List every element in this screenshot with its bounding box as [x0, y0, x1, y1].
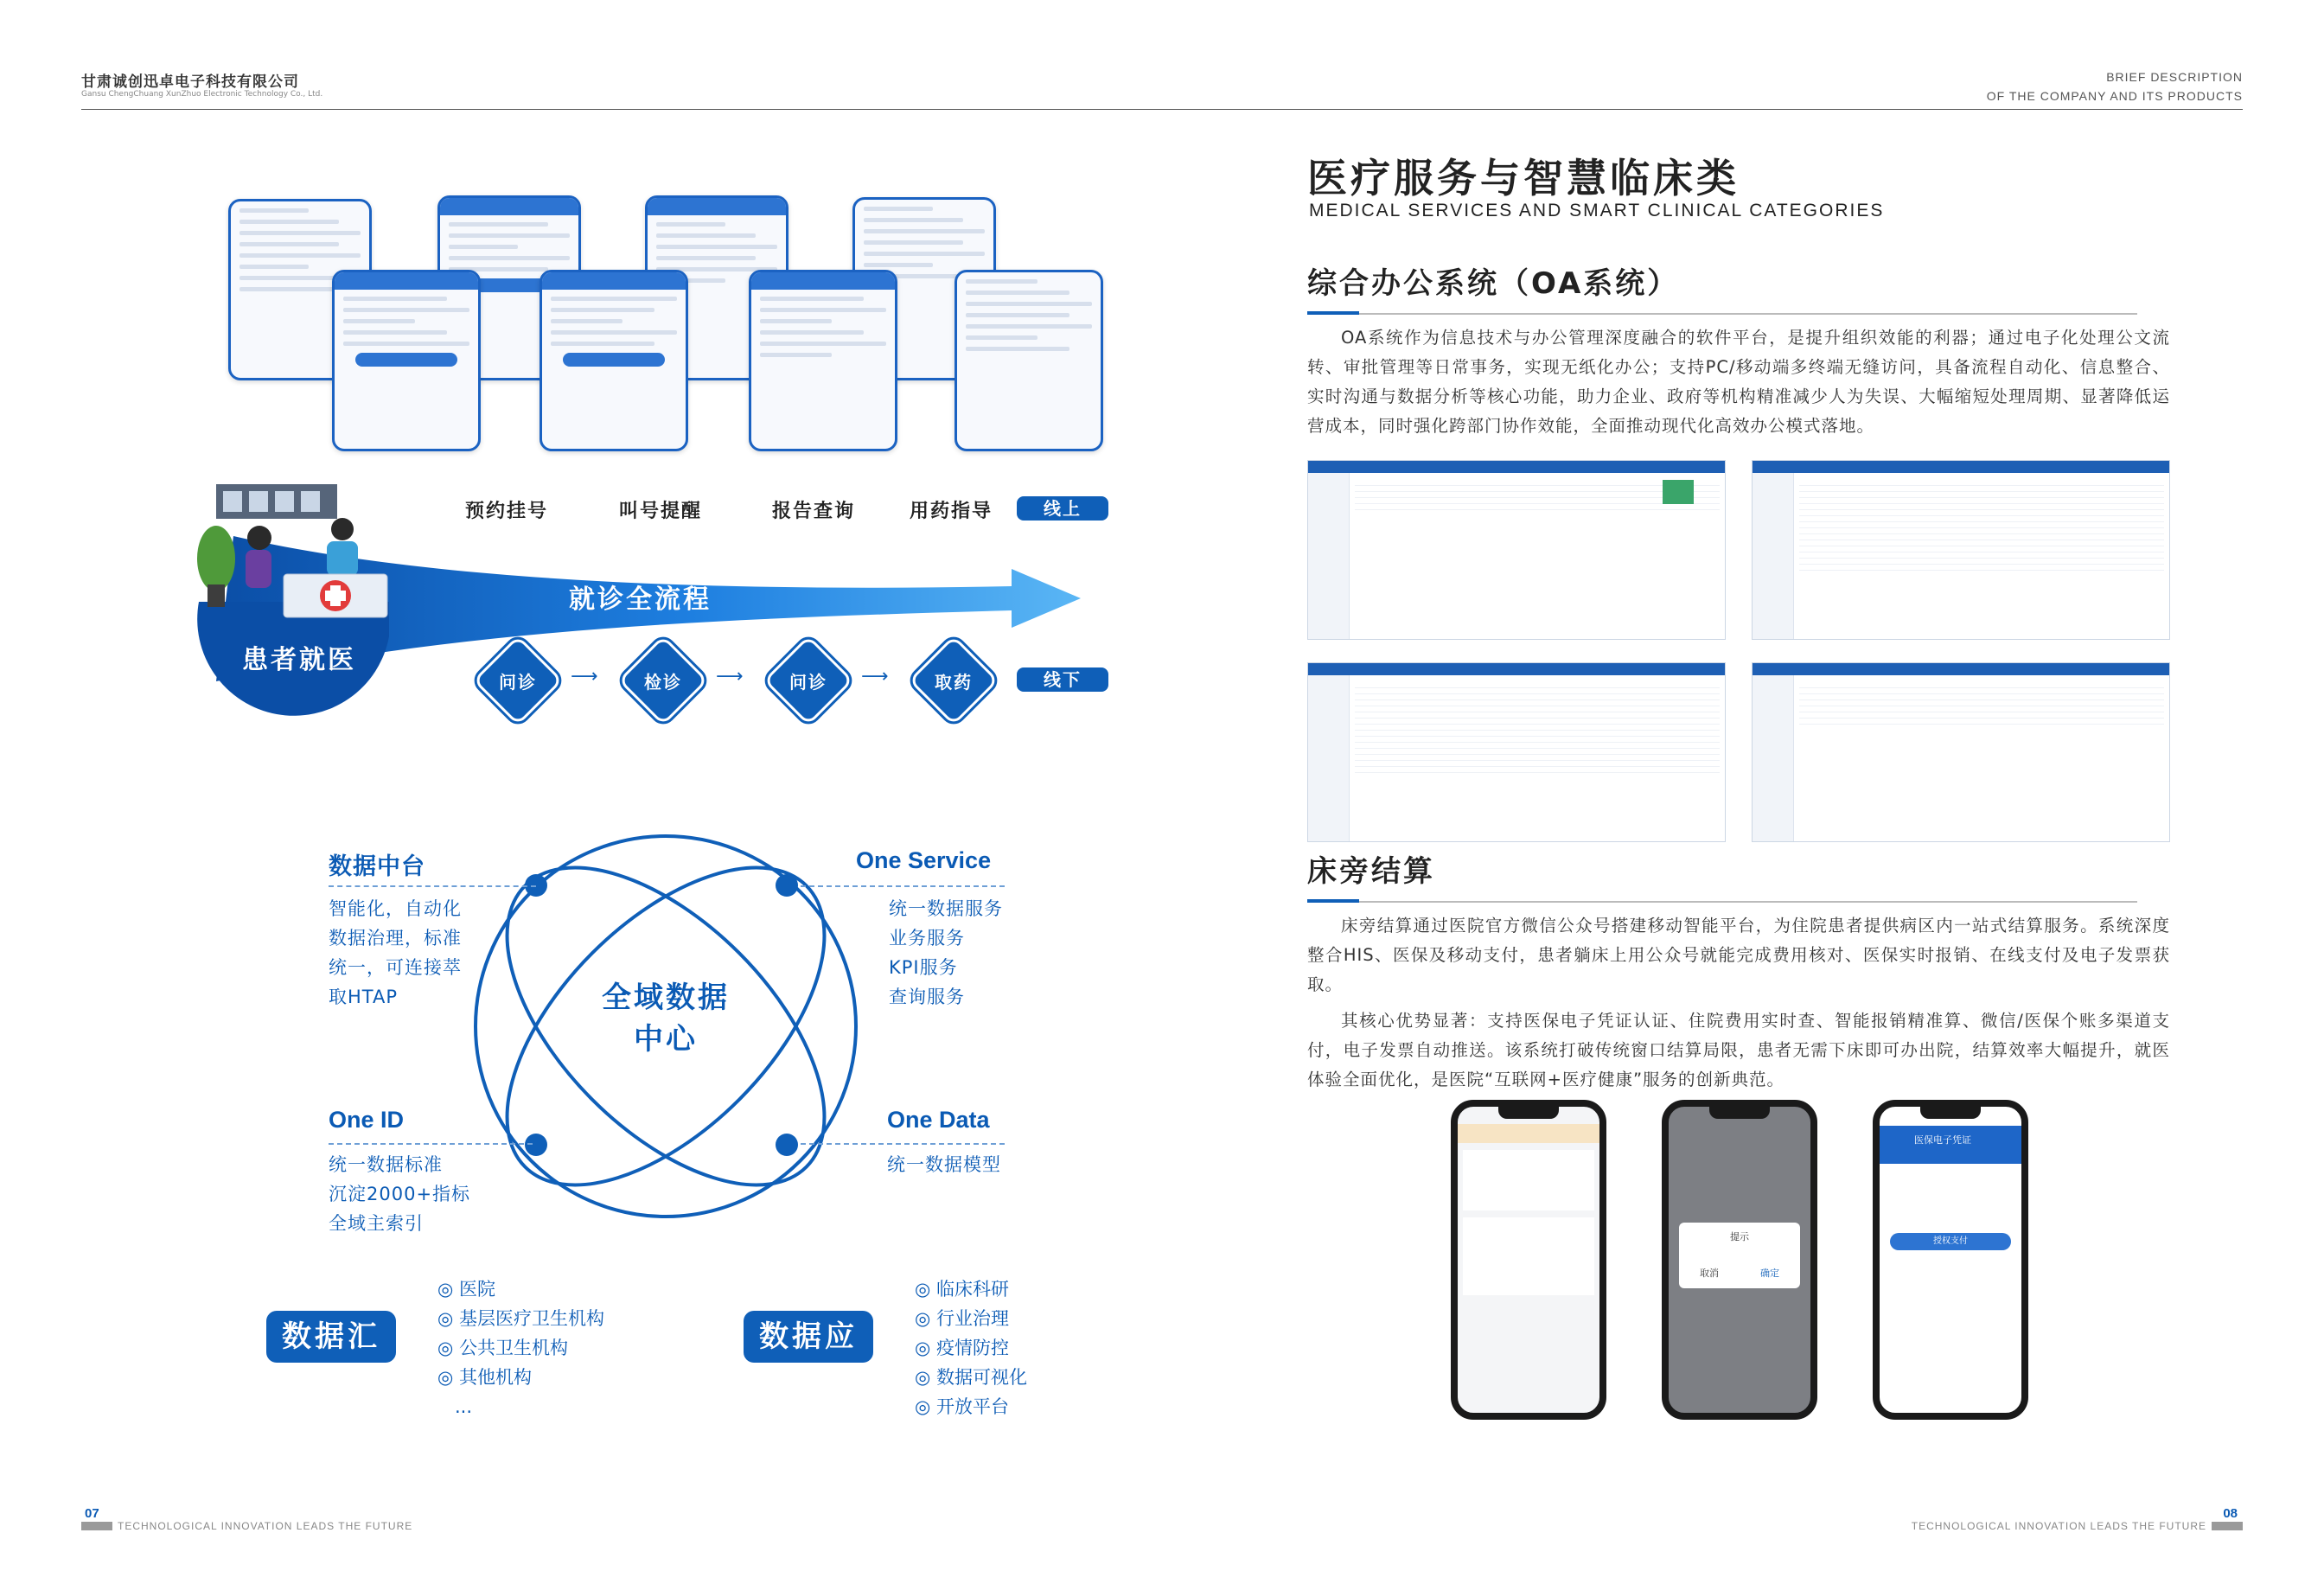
footer-bar	[81, 1522, 112, 1530]
offline-step-3	[761, 633, 856, 728]
list-item: ◎ 其他机构	[437, 1367, 532, 1388]
bedside-description-2: 其核心优势显著：支持医保电子凭证认证、住院费用实时查、智能报销精准算、微信/医保个账多渠道支付，电子发票自动推送。该系统打破传统窗口结算局限，患者无需下床即可办出院，结算效率大幅提升，就医体验全面优化，是医院“互联网+医疗健康”服务的创新典范。	[1307, 1011, 2170, 1089]
footer-slogan-right: TECHNOLOGICAL INNOVATION LEADS THE FUTURE	[1911, 1520, 2206, 1532]
oa-screenshot-3	[1307, 662, 1726, 842]
divider	[1307, 901, 2137, 903]
bullet-icon: ◎	[915, 1396, 936, 1417]
bullet-icon: ◎	[915, 1338, 936, 1358]
one-data-list	[887, 1150, 1001, 1179]
one-id-list	[329, 1150, 470, 1238]
page-number-right: 08	[2223, 1506, 2238, 1521]
dialog-ok-button[interactable]: 确定	[1760, 1268, 1779, 1279]
status-badge	[1663, 480, 1694, 504]
bedside-section-title: 床旁结算	[1307, 854, 1435, 889]
authorize-pay-button[interactable]: 授权支付	[1890, 1233, 2011, 1250]
offline-step-1-label: 问诊	[499, 671, 537, 693]
node-dot	[776, 1134, 798, 1156]
section-underline	[1307, 311, 1359, 315]
list-item: ◎ 行业治理	[915, 1308, 1009, 1329]
page-number-left: 07	[85, 1506, 99, 1521]
data-middle-platform-title: 数据中台	[329, 853, 425, 880]
oa-screenshot-1	[1307, 460, 1726, 640]
header-rule	[81, 109, 2243, 110]
offline-tag: 线下	[1017, 667, 1108, 692]
node-dot	[525, 1134, 547, 1156]
offline-step-3-label: 问诊	[789, 671, 827, 693]
data-center-title	[579, 977, 752, 1060]
list-item: ◎ 基层医疗卫生机构	[437, 1308, 604, 1329]
list-item: 业务服务	[889, 928, 965, 948]
oa-screenshot-2	[1752, 460, 2170, 640]
bullet-icon: ◎	[437, 1367, 459, 1388]
app-mockup-5	[332, 270, 481, 451]
app-mockup-8	[954, 270, 1103, 451]
doctor-figure-icon	[331, 518, 354, 540]
offline-step-2-label: 检诊	[644, 671, 682, 693]
list-item: ◎ 临床科研	[915, 1279, 1009, 1300]
footer-slogan-left: TECHNOLOGICAL INNOVATION LEADS THE FUTURE	[118, 1520, 413, 1532]
node-dot	[776, 874, 798, 897]
one-service-title: One Service	[856, 847, 992, 873]
list-item: ◎ 疫情防控	[915, 1338, 1009, 1358]
data-apply-box: 数据应用	[744, 1311, 873, 1363]
arrow-right-icon: ⟶	[861, 666, 889, 687]
bullet-icon: ◎	[437, 1338, 459, 1358]
company-name: 甘肃诚创迅卓电子科技有限公司	[81, 73, 299, 91]
bullet-icon: ◎	[437, 1279, 459, 1300]
list-item: 智能化，自动化	[329, 898, 462, 919]
online-item-1: 预约挂号	[465, 501, 549, 522]
data-center-title-line-1: 全域数据	[602, 980, 730, 1015]
section-underline	[1307, 899, 1359, 903]
offline-step-4	[906, 633, 1001, 728]
one-data-title: One Data	[887, 1107, 990, 1133]
divider	[1307, 313, 2137, 315]
list-item: ◎ 公共卫生机构	[437, 1338, 568, 1358]
plant-icon	[197, 526, 235, 591]
footer-bar	[2212, 1522, 2243, 1530]
data-collect-box: 数据汇集	[266, 1311, 396, 1363]
list-item: 统一数据模型	[887, 1154, 1001, 1175]
bullet-icon: ◎	[437, 1308, 459, 1329]
list-item: 统一数据服务	[889, 898, 1003, 919]
brief-line-2: OF THE COMPANY AND ITS PRODUCTS	[1986, 89, 2243, 103]
bullet-icon: ◎	[915, 1367, 936, 1388]
offline-step-1	[470, 633, 565, 728]
page-title: 医疗服务与智慧临床类	[1307, 155, 1740, 201]
list-item: ◎ 数据可视化	[915, 1367, 1027, 1388]
flow-title: 就诊全流程	[569, 584, 712, 615]
phone-mockup-1	[1451, 1100, 1606, 1420]
arrow-right-icon: ⟶	[571, 666, 598, 687]
list-item: 统一，可连接萃	[329, 957, 462, 978]
page-title-en: MEDICAL SERVICES AND SMART CLINICAL CATEGORIES	[1309, 201, 1885, 220]
offline-step-4-label: 取药	[935, 671, 973, 693]
online-item-2: 叫号提醒	[619, 501, 703, 522]
data-collect-list	[437, 1274, 604, 1421]
offline-step-2	[616, 633, 711, 728]
list-item: ◎ 医院	[437, 1279, 495, 1300]
phone-mockup-3	[1873, 1100, 2028, 1420]
online-item-4: 用药指导	[910, 501, 993, 522]
dialog-cancel-button[interactable]: 取消	[1700, 1268, 1719, 1279]
list-item: KPI服务	[889, 957, 958, 978]
confirm-dialog	[1679, 1223, 1800, 1288]
app-mockup-6	[540, 270, 688, 451]
data-center-title-line-2: 中心	[634, 1022, 698, 1057]
patient-label: 患者就医	[242, 645, 356, 675]
company-name-en: Gansu ChengChuang XunZhuo Electronic Technology Co., Ltd.	[81, 90, 323, 99]
one-service-list	[889, 894, 1003, 1012]
list-item: 全域主索引	[329, 1213, 424, 1234]
list-item: ...	[455, 1396, 473, 1417]
app-mockup-7	[749, 270, 897, 451]
online-item-3: 报告查询	[772, 501, 856, 522]
data-middle-platform-list	[329, 894, 462, 1012]
medical-insurance-header: 医保电子凭证	[1880, 1126, 2021, 1164]
list-item: 沉淀2000+指标	[329, 1184, 471, 1204]
bedside-description-1: 床旁结算通过医院官方微信公众号搭建移动智能平台，为住院患者提供病区内一站式结算服务。系统深度整合HIS、医保及移动支付，患者躺床上用公众号就能完成费用核对、医保实时报销、在线支付及电子发票获取。	[1307, 916, 2170, 994]
list-item: 查询服务	[889, 987, 965, 1007]
oa-section-title: 综合办公系统（OA系统）	[1307, 266, 1680, 301]
phone-mockup-2	[1662, 1100, 1817, 1420]
divider	[801, 885, 1005, 887]
dialog-title: 提示	[1730, 1231, 1749, 1242]
online-tag: 线上	[1017, 496, 1108, 521]
list-item: 数据治理，标准	[329, 928, 462, 948]
divider	[329, 1143, 533, 1145]
one-id-title: One ID	[329, 1107, 405, 1133]
data-apply-list	[915, 1274, 1027, 1421]
divider	[801, 1143, 1005, 1145]
arrow-right-icon: ⟶	[716, 666, 744, 687]
brief-description	[1987, 67, 2243, 105]
bullet-icon: ◎	[915, 1279, 936, 1300]
bullet-icon: ◎	[915, 1308, 936, 1329]
patient-figure-icon	[247, 526, 271, 550]
oa-screenshot-4	[1752, 662, 2170, 842]
brief-line-1: BRIEF DESCRIPTION	[2106, 70, 2243, 84]
list-item: ◎ 开放平台	[915, 1396, 1009, 1417]
list-item: 取HTAP	[329, 987, 399, 1007]
divider	[329, 885, 536, 887]
list-item: 统一数据标准	[329, 1154, 443, 1175]
oa-description: OA系统作为信息技术与办公管理深度融合的软件平台，是提升组织效能的利器；通过电子化处理公文流转、审批管理等日常事务，实现无纸化办公；支持PC/移动端多终端无缝访问，具备流程自动化、信息整合、实时沟通与数据分析等核心功能，助力企业、政府等机构精准减少人为失误、大幅缩短处理周期、显著降低运营成本，同时强化跨部门协作效能，全面推动现代化高效办公模式落地。	[1307, 328, 2170, 436]
